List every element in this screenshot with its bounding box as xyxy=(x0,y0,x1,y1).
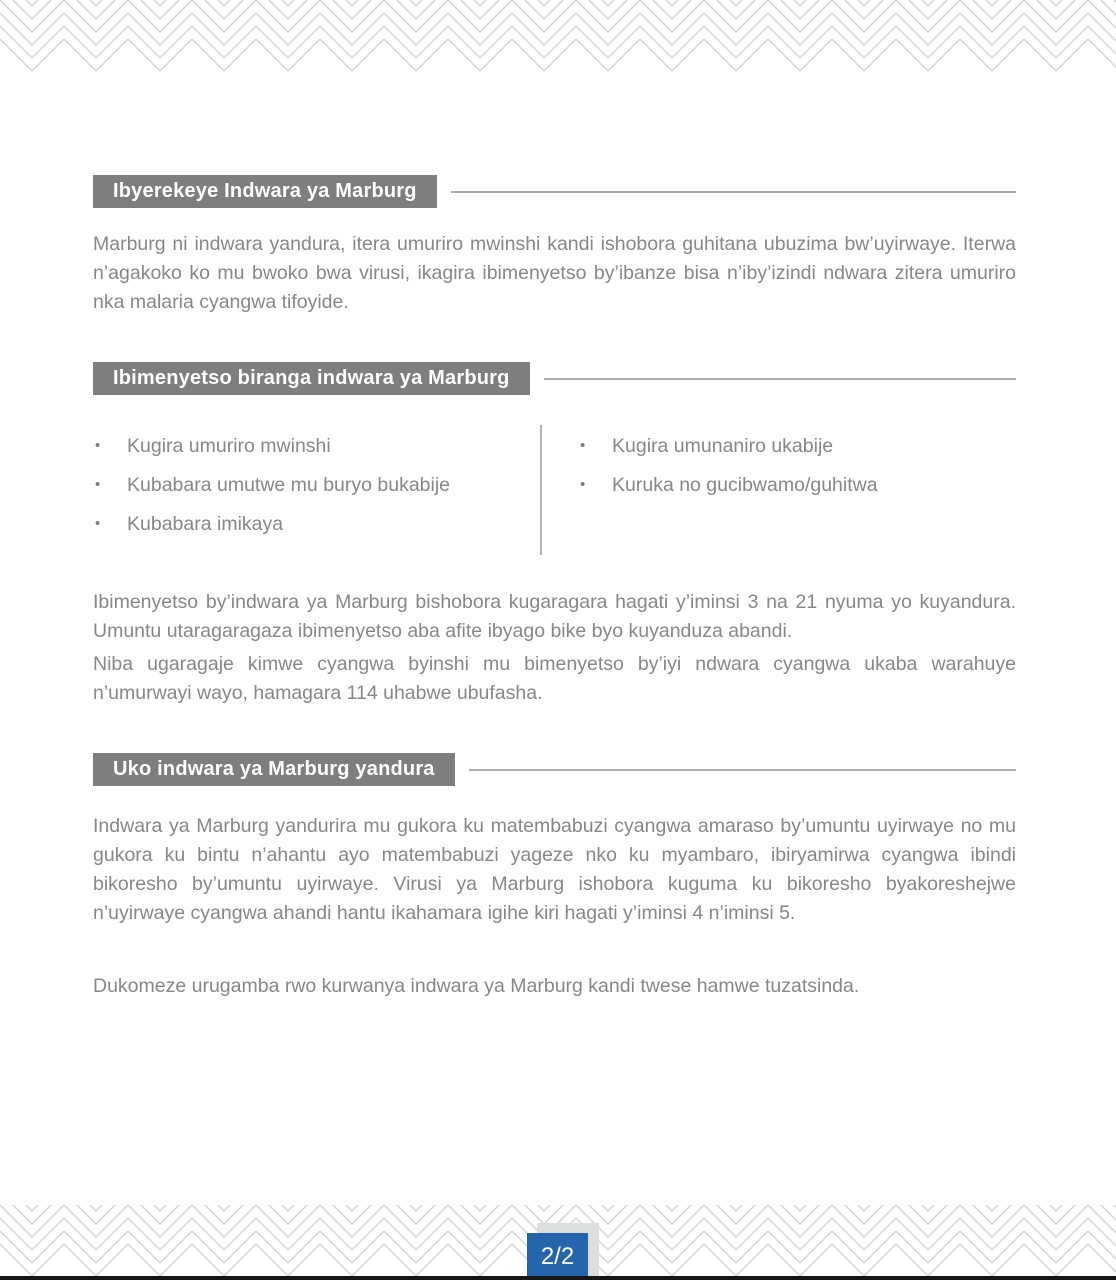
paragraph: Ibimenyetso by’indwara ya Marburg bishobora kugaragara hagati y’iminsi 3 na 21 nyuma yo kuyandura. Umuntu utaragaragaza ibimenyetso aba afite ibyago bike byo kuyanduza abandi. xyxy=(93,591,1016,642)
list-item xyxy=(578,474,1016,496)
symptom-column-left xyxy=(93,428,540,560)
title-rule-line xyxy=(544,378,1016,380)
section-header xyxy=(93,175,1016,208)
list-item-label: Kubabara umutwe mu buryo bukabije xyxy=(127,474,451,496)
section-header xyxy=(93,362,1016,395)
page-number-badge xyxy=(527,1233,588,1280)
list-item-label: Kugira umunaniro ukabije xyxy=(612,435,834,457)
section-title: Ibyerekeye Indwara ya Marburg xyxy=(93,175,437,208)
zigzag-pattern-top xyxy=(0,0,1116,72)
bullet-icon: • xyxy=(580,476,586,493)
list-item-label: Kubabara imikaya xyxy=(127,513,284,535)
bullet-icon: • xyxy=(95,476,101,493)
list-item xyxy=(578,435,1016,457)
bullet-icon: • xyxy=(95,515,101,532)
list-item xyxy=(93,474,540,496)
title-rule-line xyxy=(469,769,1016,771)
list-item xyxy=(93,513,540,535)
bullet-icon: • xyxy=(580,437,586,454)
page-number-label: 2/2 xyxy=(540,1242,575,1270)
bottom-edge-bar xyxy=(0,1276,1116,1280)
section-title: Uko indwara ya Marburg yandura xyxy=(93,753,455,786)
symptom-list xyxy=(93,428,1016,560)
section-title: Ibimenyetso biranga indwara ya Marburg xyxy=(93,362,530,395)
list-item-label: Kuruka no gucibwamo/guhitwa xyxy=(612,474,878,496)
paragraph: Dukomeze urugamba rwo kurwanya indwara ya Marburg kandi twese hamwe tuzatsinda. xyxy=(93,975,860,997)
symptom-column-right xyxy=(542,428,1016,560)
list-item xyxy=(93,435,540,457)
title-rule-line xyxy=(451,191,1016,193)
paragraph: Indwara ya Marburg yandurira mu gukora ku matembabuzi cyangwa amaraso by’umuntu uyirwaye no mu gukora ku bintu n’ahantu ayo matembabuzi yageze nko ku myambaro, ibiryamirwa cyangwa ibindi bikoresho by’umuntu uyirwaye. Virusi ya Marburg ishobora kuguma ku bikoresho byakoreshejwe n’uyirwaye cyangwa ahandi hantu ikahamara igihe kiri hagati y’iminsi 4 n’iminsi 5. xyxy=(93,815,1016,924)
bullet-icon: • xyxy=(95,437,101,454)
paragraph: Marburg ni indwara yandura, itera umuriro mwinshi kandi ishobora guhitana ubuzima bw’uyirwaye. Iterwa n’agakoko ko mu bwoko bwa virusi, ikagira ibimenyetso by’ibanze bisa n’iby’izindi ndwara zitera umuriro nka malaria cyangwa tifoyide. xyxy=(93,233,1016,313)
paragraph: Niba ugaragaje kimwe cyangwa byinshi mu bimenyetso by’iyi ndwara cyangwa ukaba warahuye n’umurwayi wayo, hamagara 114 uhabwe ubufasha. xyxy=(93,653,1016,704)
list-item-label: Kugira umuriro mwinshi xyxy=(127,435,331,457)
section-header xyxy=(93,753,1016,786)
